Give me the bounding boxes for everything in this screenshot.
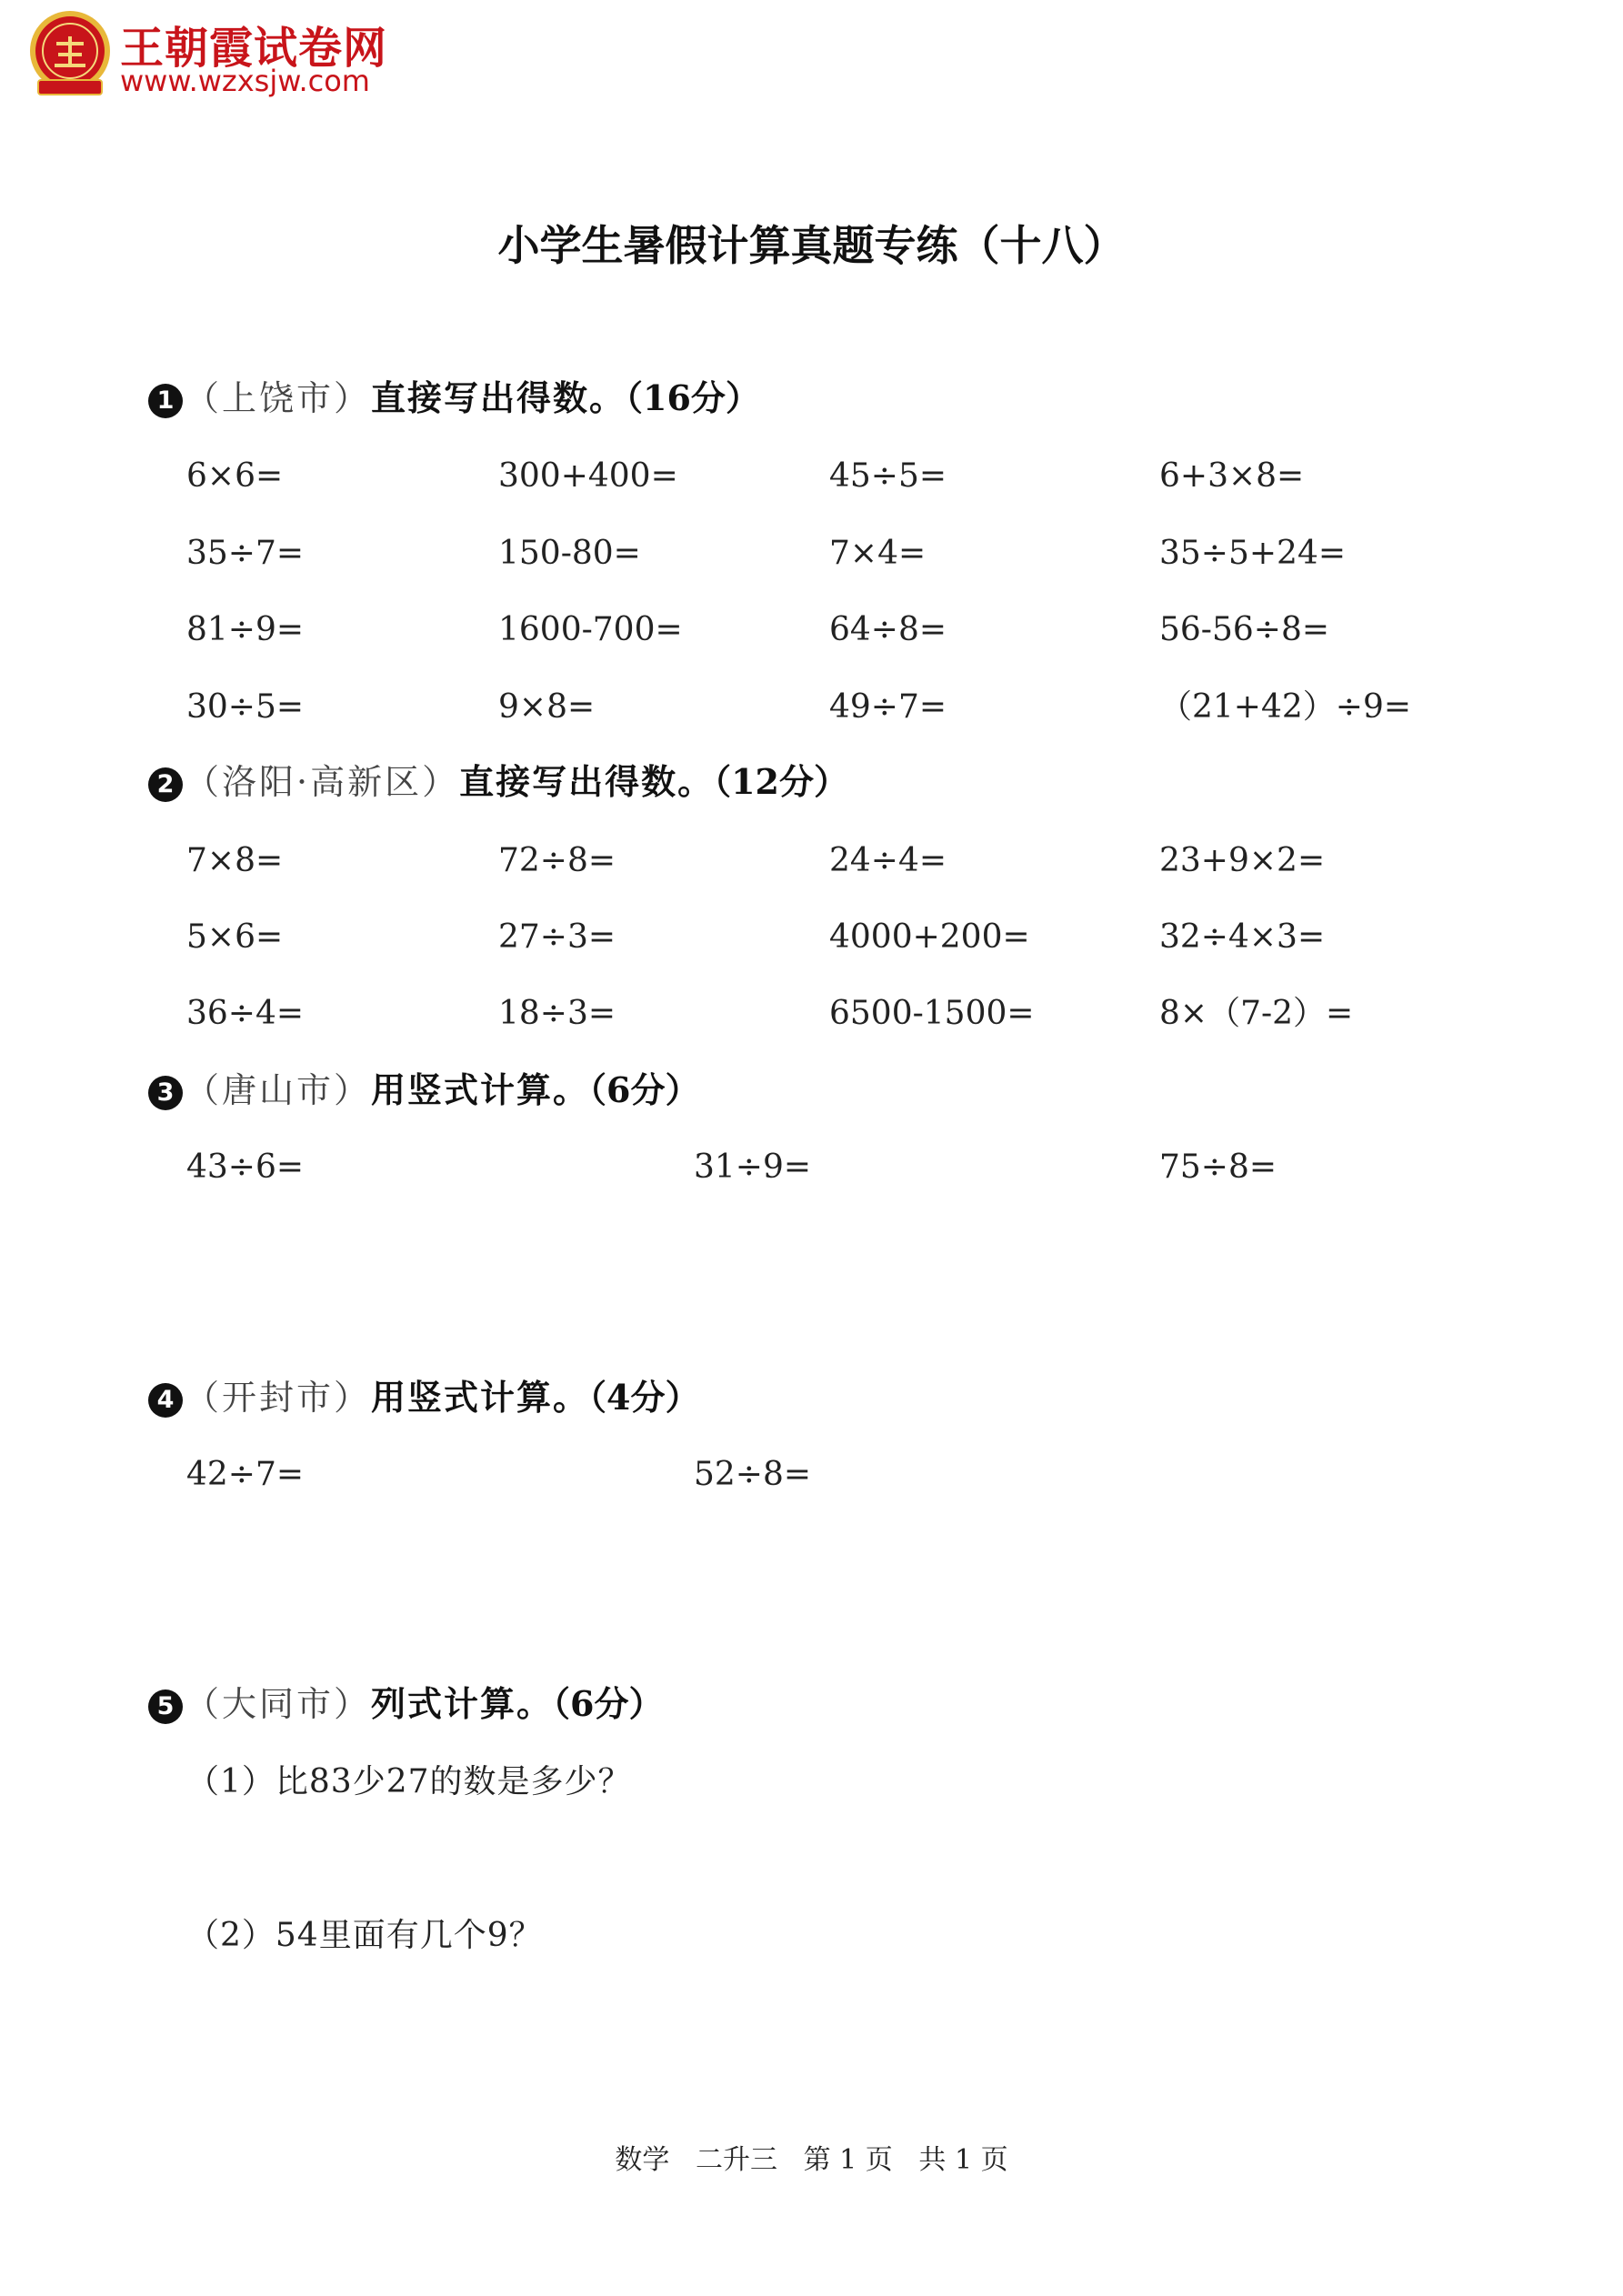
question-number-badge: 1 [148,384,183,418]
problem: 56-56÷8= [1159,611,1330,648]
logo-emblem-icon [25,9,115,98]
question-source: （唐山市） [185,1070,372,1110]
problem: 7×8= [186,842,284,879]
sub-question: （2）54里面有几个9？ [186,1917,543,1954]
question-task: 列式计算。 [371,1683,554,1724]
problem: 6×6= [186,457,284,495]
question-score: （12分） [714,761,848,802]
logo-name: 王朝霞试卷网 [120,23,388,74]
problem: 8×（7-2）= [1159,995,1354,1032]
problem: 1600-700= [498,611,683,648]
problem: 6+3×8= [1159,457,1305,495]
question-number-badge: 5 [148,1689,183,1724]
question-task: 直接写出得数。 [371,377,626,418]
problem: 150-80= [498,535,641,572]
question-source: （洛阳·高新区） [185,762,460,802]
problem: 31÷9= [694,1148,812,1186]
question-number-badge: 3 [148,1076,183,1110]
question-5-heading [148,1681,663,1727]
question-2-heading [148,759,848,805]
question-task: 用竖式计算。 [371,1377,590,1418]
problem: 24÷4= [829,842,947,879]
question-score: （4分） [589,1377,700,1418]
problem: 52÷8= [694,1456,812,1493]
page-title: 小学生暑假计算真题专练（十八） [497,221,1126,270]
logo-url[interactable]: www.wzxsjw.com [120,64,370,98]
question-3-heading [148,1068,699,1113]
question-task: 用竖式计算。 [371,1069,590,1110]
problem: 35÷7= [186,535,305,572]
problem: 32÷4×3= [1159,918,1326,956]
problem: 42÷7= [186,1456,305,1493]
page-footer: 数学 二升三 第 1 页 共 1 页 [615,2144,1008,2176]
problem: 5×6= [186,918,284,956]
problem: 18÷3= [498,995,616,1032]
problem: 43÷6= [186,1148,305,1186]
question-number-badge: 2 [148,767,183,802]
question-4-heading [148,1375,699,1420]
problem: 23+9×2= [1159,842,1326,879]
problem: 35÷5+24= [1159,535,1347,572]
problem: 30÷5= [186,688,305,726]
problem: 4000+200= [829,918,1030,956]
problem: 27÷3= [498,918,616,956]
question-source: （大同市） [185,1684,372,1724]
question-score: （6分） [589,1069,700,1110]
problem: 64÷8= [829,611,947,648]
problem: 72÷8= [498,842,616,879]
question-source: （开封市） [185,1378,372,1418]
sub-question: （1）比83少27的数是多少？ [186,1763,632,1800]
question-score: （6分） [553,1683,664,1724]
question-task: 直接写出得数。 [459,761,715,802]
problem: 9×8= [498,688,596,726]
question-1-heading [148,376,760,421]
problem: 300+400= [498,457,678,495]
problem: 75÷8= [1159,1148,1277,1186]
problem: 45÷5= [829,457,947,495]
problem: 36÷4= [186,995,305,1032]
problem: 7×4= [829,535,927,572]
problem: 81÷9= [186,611,305,648]
question-source: （上饶市） [185,378,372,418]
question-number-badge: 4 [148,1383,183,1418]
question-score: （16分） [626,377,760,418]
problem: 49÷7= [829,688,947,726]
problem: （21+42）÷9= [1159,688,1412,726]
problem: 6500-1500= [829,995,1035,1032]
